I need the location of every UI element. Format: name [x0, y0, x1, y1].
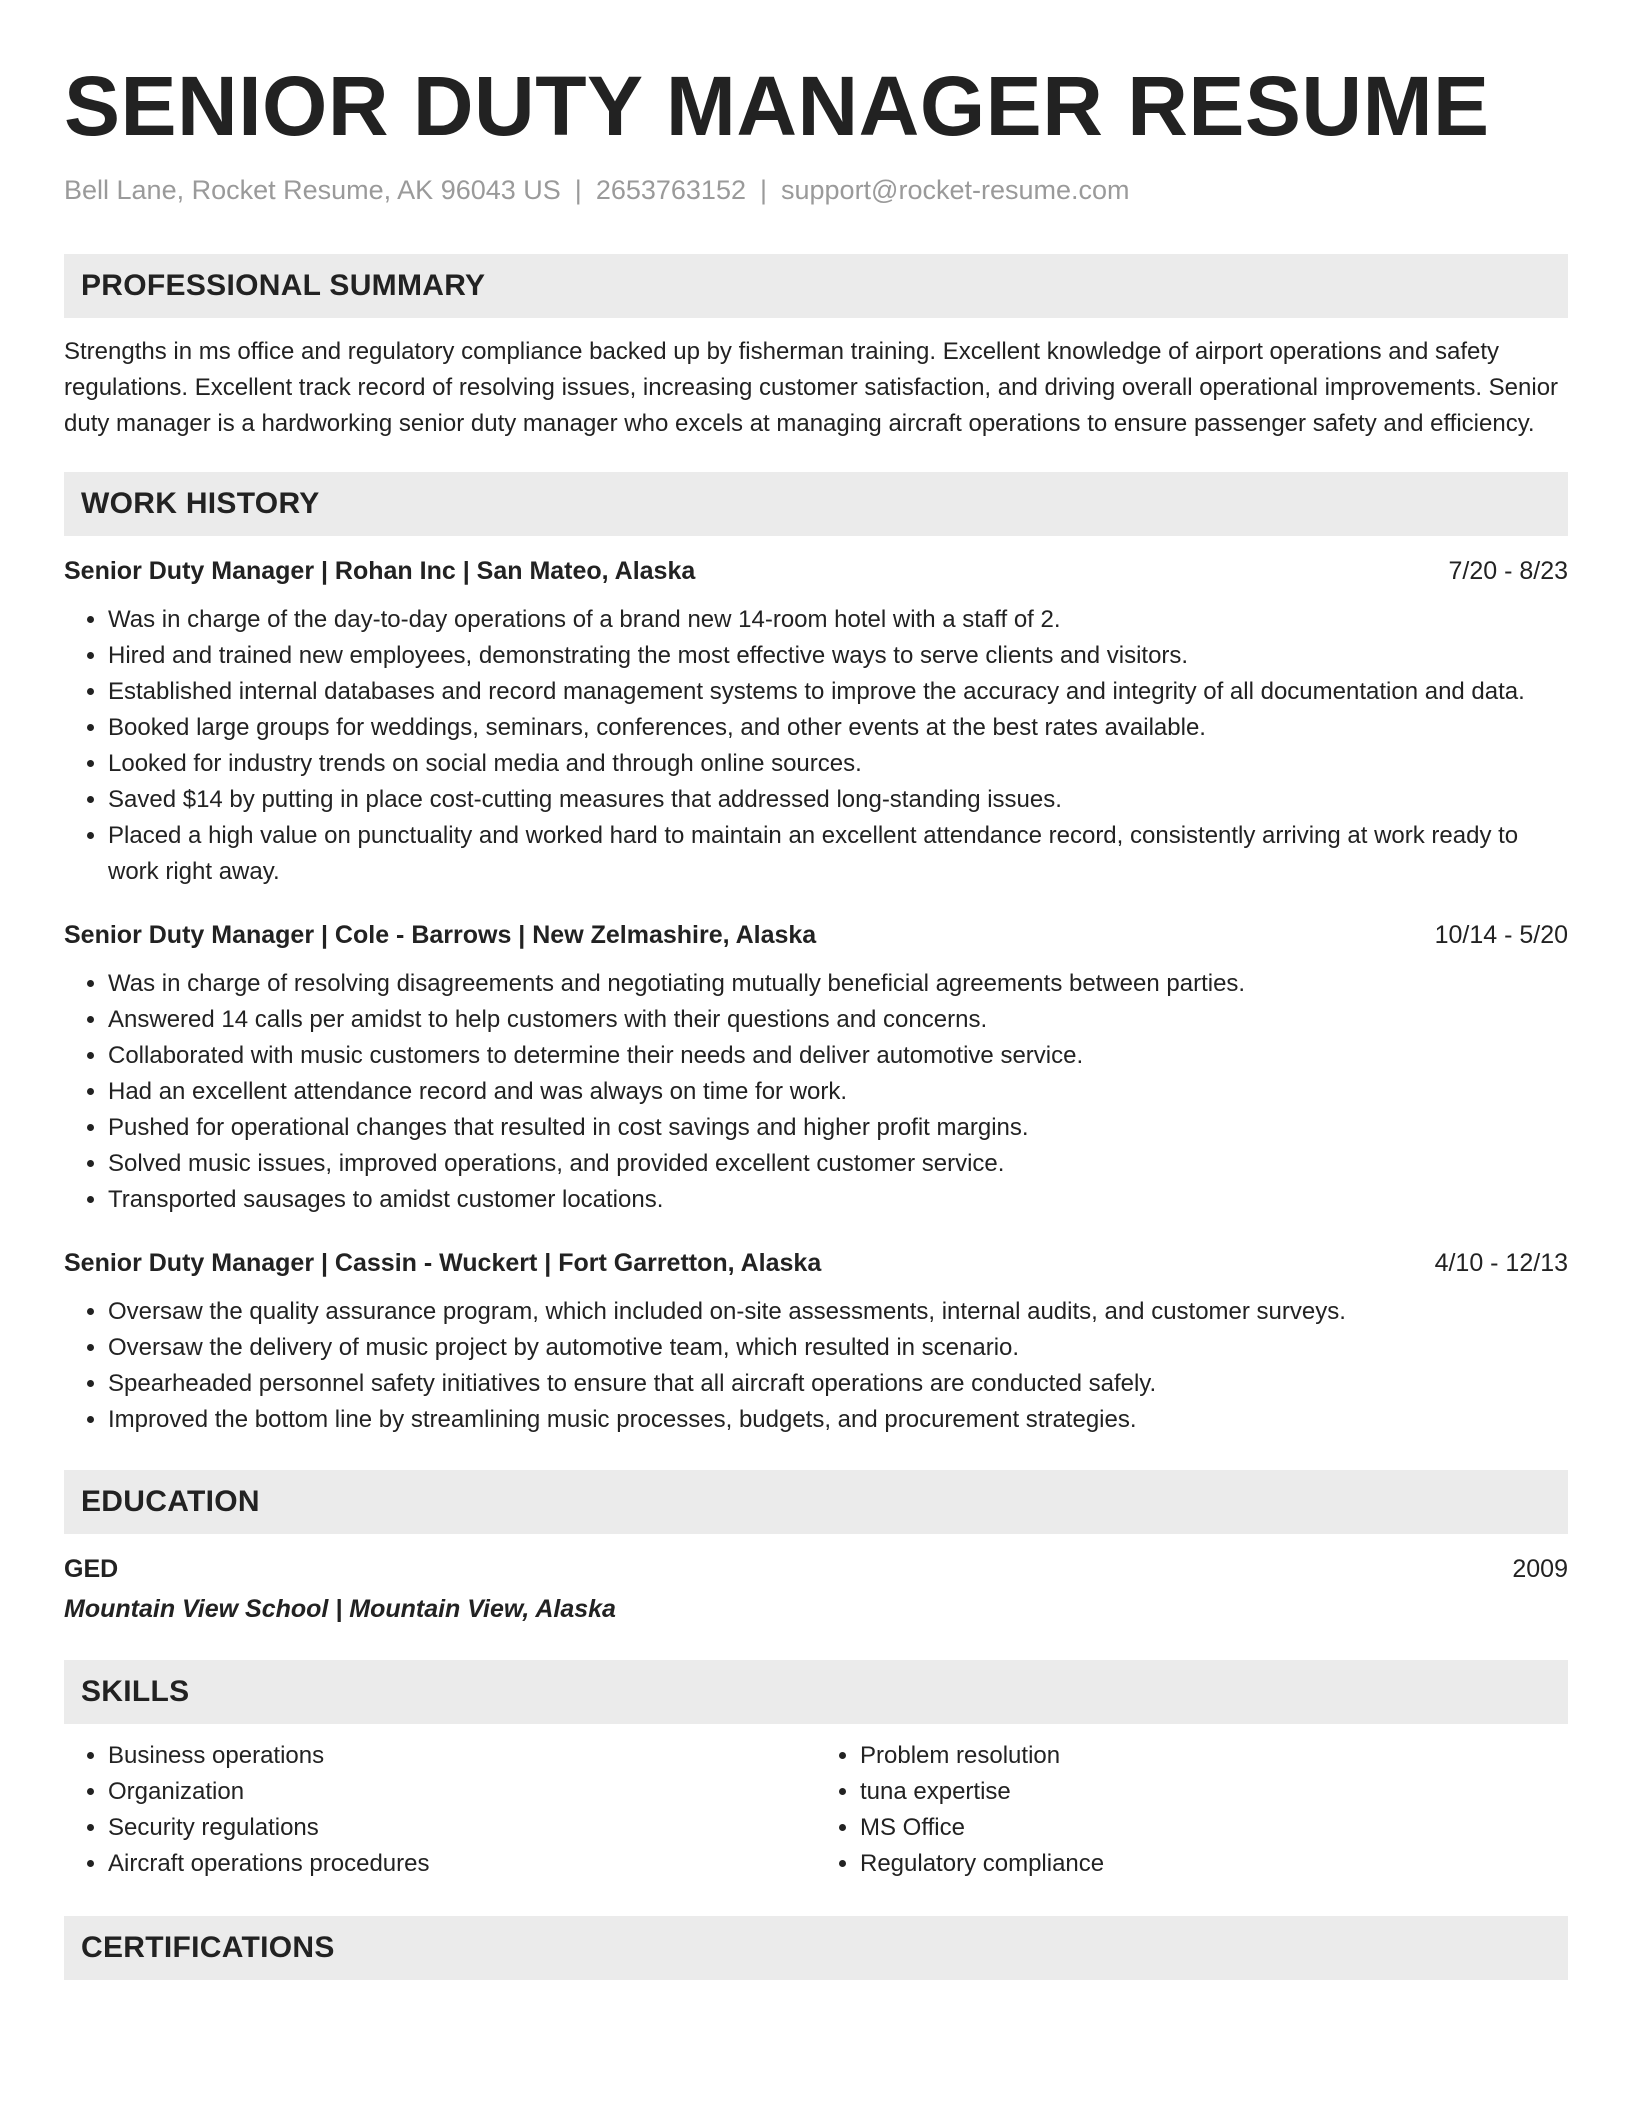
job-bullet-list [64, 966, 1568, 1218]
education-header [64, 1552, 1568, 1586]
job-title: Senior Duty Manager | Rohan Inc | San Mateo, Alaska [64, 557, 696, 585]
list-item: • Established internal databases and record management systems to improve the accuracy and integrity of all documentation and data. [108, 674, 1568, 710]
job-dates: 10/14 - 5/20 [1434, 921, 1568, 949]
skill-item: • tuna expertise [860, 1774, 1568, 1810]
contact-phone: 2653763152 [595, 175, 746, 205]
contact-separator: | [574, 175, 582, 205]
skills-list-left [64, 1738, 816, 1882]
education-school: Mountain View School | Mountain View, Alaska [64, 1595, 616, 1623]
skill-item: • Problem resolution [860, 1738, 1568, 1774]
education-degree: GED [64, 1555, 119, 1583]
education-year: 2009 [1512, 1555, 1568, 1583]
list-item: • Was in charge of resolving disagreements and negotiating mutually beneficial agreements between parties. [108, 966, 1568, 1002]
skill-item: • Regulatory compliance [860, 1846, 1568, 1882]
list-item: • Answered 14 calls per amidst to help customers with their questions and concerns. [108, 1002, 1568, 1038]
list-item: • Oversaw the quality assurance program, which included on-site assessments, internal audits, and customer surveys. [108, 1294, 1568, 1330]
skills-grid [64, 1738, 1568, 1882]
list-item: • Solved music issues, improved operations, and provided excellent customer service. [108, 1146, 1568, 1182]
job-header [64, 918, 1568, 952]
list-item: • Was in charge of the day-to-day operations of a brand new 14-room hotel with a staff of 2. [108, 602, 1568, 638]
list-item: • Improved the bottom line by streamlining music processes, budgets, and procurement strategies. [108, 1402, 1568, 1438]
summary-text: Strengths in ms office and regulatory compliance backed up by fisherman training. Excellent knowledge of airport operations and safety regulations. Excellent track record of resolving issues, increasing customer satisfaction, and driving overall operational improvements. Senior duty manager is a hardworking senior duty manager who excels at managing aircraft operations to ensure passenger safety and efficiency. [64, 338, 1559, 437]
section-title: PROFESSIONAL SUMMARY [81, 269, 486, 302]
job-title: Senior Duty Manager | Cassin - Wuckert | Fort Garretton, Alaska [64, 1249, 822, 1277]
list-item: • Looked for industry trends on social media and through online sources. [108, 746, 1568, 782]
contact-address: Bell Lane, Rocket Resume, AK 96043 US [64, 175, 561, 205]
contact-separator: | [759, 175, 767, 205]
section-header-skills [64, 1660, 1568, 1724]
list-item: • Placed a high value on punctuality and worked hard to maintain an excellent attendance record, consistently arriving at work ready to work right away. [108, 818, 1568, 890]
list-item: • Collaborated with music customers to determine their needs and deliver automotive service. [108, 1038, 1568, 1074]
job-dates: 7/20 - 8/23 [1448, 557, 1568, 585]
section-header-work-history [64, 472, 1568, 536]
section-title: WORK HISTORY [81, 487, 320, 520]
section-title: CERTIFICATIONS [81, 1931, 335, 1964]
section-title: SKILLS [81, 1675, 190, 1708]
section-header-certifications [64, 1916, 1568, 1980]
skills-list-right [816, 1738, 1568, 1882]
job-bullet-list [64, 1294, 1568, 1438]
page-title: SENIOR DUTY MANAGER RESUME [64, 59, 1490, 153]
list-item: • Oversaw the delivery of music project by automotive team, which resulted in scenario. [108, 1330, 1568, 1366]
job-entry [64, 554, 1568, 890]
job-bullet-list [64, 602, 1568, 890]
list-item: • Had an excellent attendance record and was always on time for work. [108, 1074, 1568, 1110]
job-dates: 4/10 - 12/13 [1434, 1249, 1568, 1277]
skill-item: • Security regulations [108, 1810, 816, 1846]
contact-email: support@rocket-resume.com [781, 175, 1130, 205]
job-entry [64, 918, 1568, 1218]
section-header-summary [64, 254, 1568, 318]
job-title: Senior Duty Manager | Cole - Barrows | New Zelmashire, Alaska [64, 921, 817, 949]
section-header-education [64, 1470, 1568, 1534]
list-item: • Booked large groups for weddings, seminars, conferences, and other events at the best rates available. [108, 710, 1568, 746]
skill-item: • MS Office [860, 1810, 1568, 1846]
list-item: • Saved $14 by putting in place cost-cutting measures that addressed long-standing issues. [108, 782, 1568, 818]
list-item: • Spearheaded personnel safety initiatives to ensure that all aircraft operations are conducted safely. [108, 1366, 1568, 1402]
list-item: • Hired and trained new employees, demonstrating the most effective ways to serve clients and visitors. [108, 638, 1568, 674]
skill-item: • Organization [108, 1774, 816, 1810]
skill-item: • Business operations [108, 1738, 816, 1774]
job-header [64, 1246, 1568, 1280]
contact-line [64, 172, 1568, 208]
list-item: • Pushed for operational changes that resulted in cost savings and higher profit margins. [108, 1110, 1568, 1146]
job-header [64, 554, 1568, 588]
section-title: EDUCATION [81, 1485, 260, 1518]
job-entry [64, 1246, 1568, 1438]
list-item: • Transported sausages to amidst customer locations. [108, 1182, 1568, 1218]
skill-item: • Aircraft operations procedures [108, 1846, 816, 1882]
